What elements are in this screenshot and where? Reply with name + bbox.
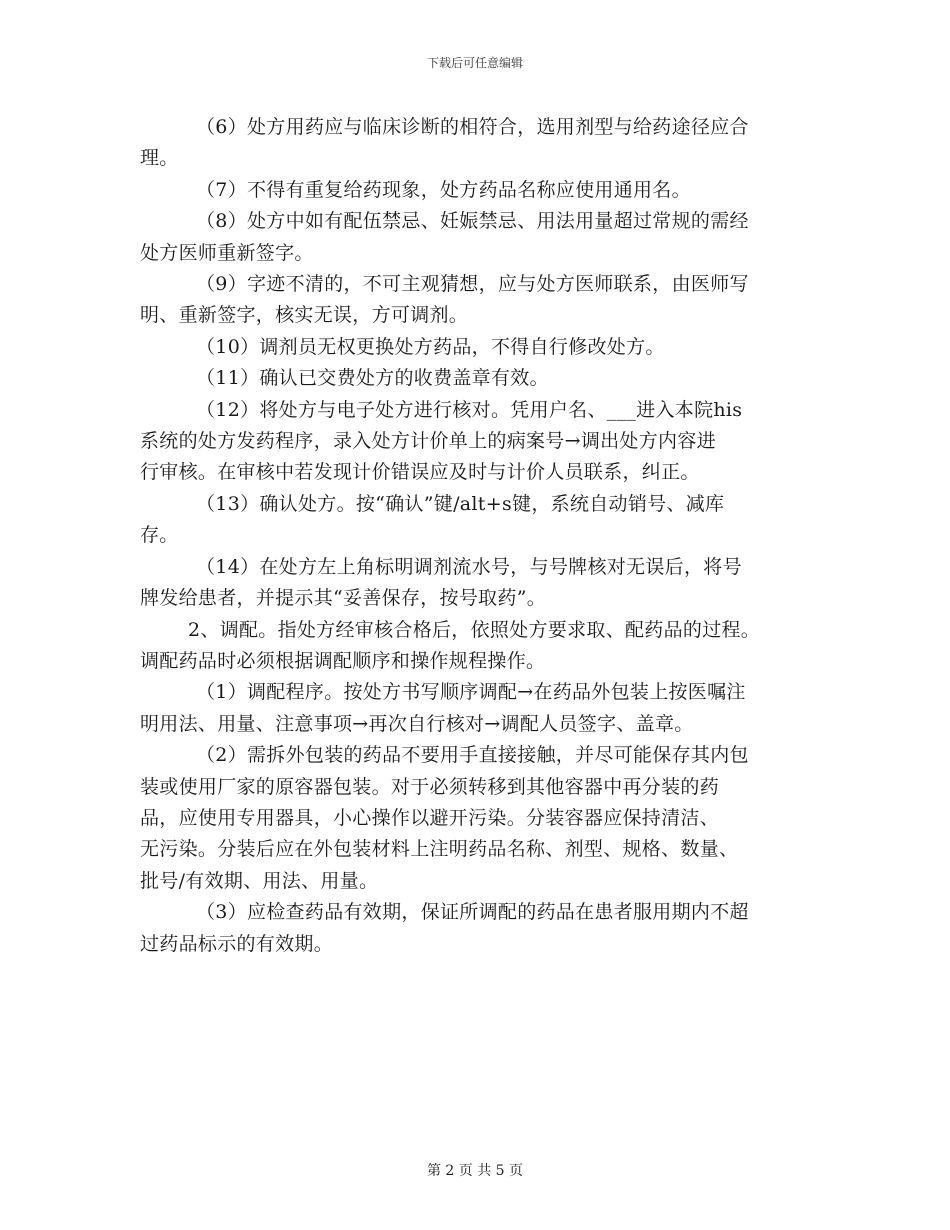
text-line: 处方医师重新签字。 bbox=[140, 241, 314, 264]
text-line: （3）应检查药品有效期，保证所调配的药品在患者服用期内不超 bbox=[196, 901, 749, 924]
text-line: 明、重新签字，核实无误，方可调剂。 bbox=[140, 304, 469, 327]
text-line: 批号/有效期、用法、用量。 bbox=[140, 869, 379, 892]
page-header: 下载后可任意编辑 bbox=[426, 56, 523, 70]
text-line: 调配药品时必须根据调配顺序和操作规程操作。 bbox=[140, 649, 546, 672]
text-line: （8）处方中如有配伍禁忌、妊娠禁忌、用法用量超过常规的需经 bbox=[196, 210, 749, 233]
text-line: 理。 bbox=[140, 147, 179, 170]
text-line: 品，应使用专用器具，小心操作以避开污染。分装容器应保持清洁、 bbox=[140, 806, 720, 829]
text-line: 牌发给患者，并提示其“妥善保存，按号取药”。 bbox=[140, 587, 547, 610]
text-line: （9）字迹不清的，不可主观猜想，应与处方医师联系，由医师写 bbox=[196, 273, 749, 296]
text-line: （1）调配程序。按处方书写顺序调配→在药品外包装上按医嘱注 bbox=[196, 681, 746, 704]
text-line: （10）调剂员无权更换处方药品，不得自行修改处方。 bbox=[196, 335, 665, 358]
text-line: 2、调配。指处方经审核合格后，依照处方要求取、配药品的过程。 bbox=[188, 618, 761, 641]
text-line: （7）不得有重复给药现象，处方药品名称应使用通用名。 bbox=[196, 178, 691, 201]
page-number-footer: 第 2 页 共 5 页 bbox=[426, 1163, 524, 1179]
text-line: （14）在处方左上角标明调剂流水号，与号牌核对无误后，将号 bbox=[196, 555, 742, 578]
document-body bbox=[140, 112, 820, 960]
text-line: （11）确认已交费处方的收费盖章有效。 bbox=[196, 367, 549, 390]
text-line: 无污染。分装后应在外包装材料上注明药品名称、剂型、规格、数量、 bbox=[140, 838, 739, 861]
text-line: 过药品标示的有效期。 bbox=[140, 932, 334, 955]
text-line: 装或使用厂家的原容器包装。对于必须转移到其他容器中再分装的药 bbox=[140, 775, 720, 798]
text-line: 明用法、用量、注意事项→再次自行核对→调配人员签字、盖章。 bbox=[140, 712, 694, 735]
text-line: 存。 bbox=[140, 524, 179, 547]
text-line: 系统的处方发药程序，录入处方计价单上的病案号→调出处方内容进 bbox=[140, 430, 716, 453]
text-line: （12）将处方与电子处方进行核对。凭用户名、___进入本院his bbox=[196, 398, 743, 421]
text-line: 行审核。在审核中若发现计价错误应及时与计价人员联系，纠正。 bbox=[140, 461, 700, 484]
text-line: （13）确认处方。按“确认”键/alt+s键，系统自动销号、减库 bbox=[196, 492, 725, 515]
text-line: （6）处方用药应与临床诊断的相符合，选用剂型与给药途径应合 bbox=[196, 116, 749, 138]
text-line: （2）需拆外包装的药品不要用手直接接触，并尽可能保存其内包 bbox=[196, 744, 749, 767]
